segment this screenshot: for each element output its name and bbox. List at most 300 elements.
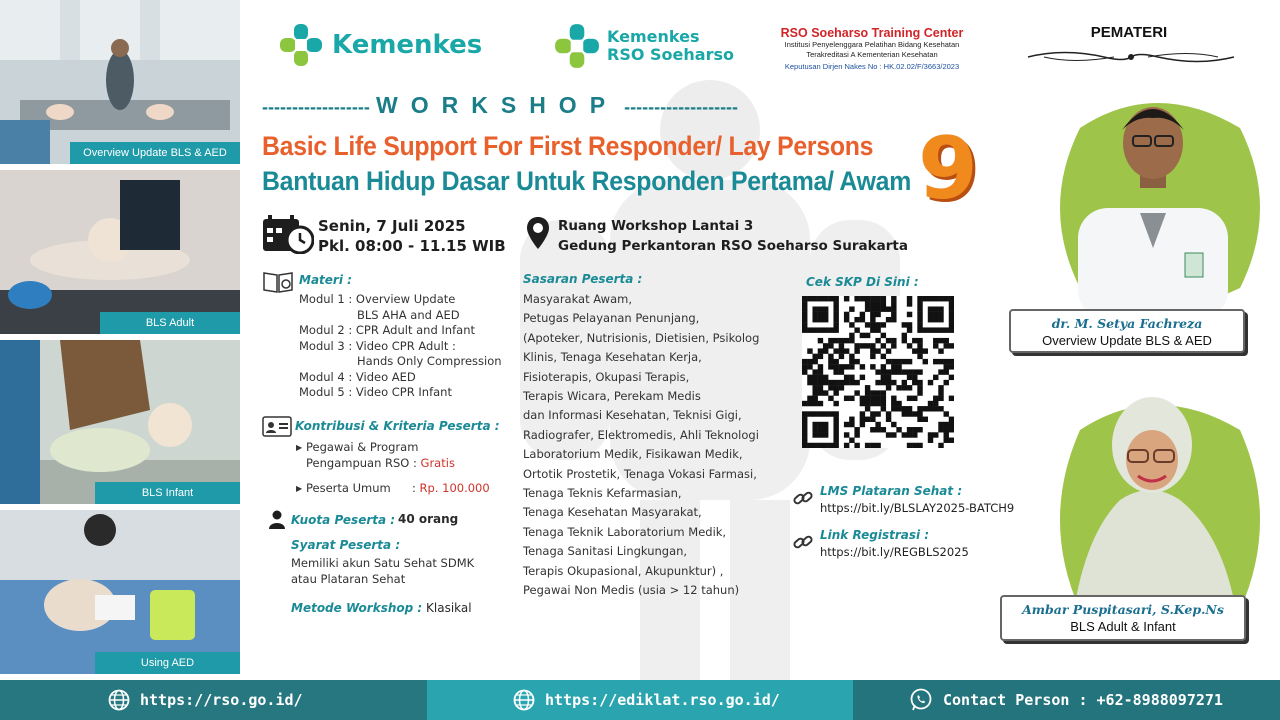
qr-module	[812, 296, 817, 301]
location-line2: Gedung Perkantoran RSO Soeharso Surakarta	[558, 238, 908, 254]
qr-module	[912, 427, 917, 432]
qr-module	[844, 348, 849, 353]
qr-module	[902, 338, 907, 343]
book-icon	[262, 270, 294, 294]
qr-module	[917, 380, 922, 385]
qr-module	[818, 296, 823, 301]
qr-module	[891, 432, 896, 437]
qr-module	[949, 417, 954, 422]
footer-website[interactable]	[0, 680, 427, 720]
qr-module	[833, 422, 838, 427]
kemenkes-logo	[278, 22, 482, 68]
qr-module	[849, 380, 854, 385]
qr-module	[938, 390, 943, 395]
qr-module	[891, 296, 896, 301]
qr-module	[923, 359, 928, 364]
bullet-arrow-icon: ▶	[296, 443, 303, 452]
qr-module	[875, 338, 880, 343]
qr-module	[860, 312, 865, 317]
qr-module	[949, 301, 954, 306]
qr-module	[844, 317, 849, 322]
qr-module	[828, 396, 833, 401]
footer-website-text[interactable]: https://rso.go.id/	[140, 691, 303, 709]
qr-module	[933, 312, 938, 317]
qr-module	[944, 380, 949, 385]
qr-module	[923, 406, 928, 411]
qr-module	[938, 317, 943, 322]
sasaran-line: Pegawai Non Medis (usia > 12 tahun)	[523, 583, 740, 598]
qr-module	[844, 338, 849, 343]
kuota-label: Kuota Peserta :	[291, 513, 396, 527]
qr-module	[823, 348, 828, 353]
qr-module	[933, 401, 938, 406]
qr-module	[849, 396, 854, 401]
qr-module	[875, 327, 880, 332]
qr-module	[896, 359, 901, 364]
qr-module	[938, 327, 943, 332]
location-block	[558, 216, 908, 256]
qr-module	[881, 306, 886, 311]
footer-contact[interactable]	[853, 680, 1280, 720]
qr-module	[870, 364, 875, 369]
qr-module	[865, 443, 870, 448]
qr-module	[818, 380, 823, 385]
qr-module	[944, 427, 949, 432]
qr-module	[907, 375, 912, 380]
qr-module	[923, 327, 928, 332]
qr-module	[944, 364, 949, 369]
workshop-dashes-left: ------------------	[262, 97, 370, 117]
photo-caption: Using AED	[95, 652, 240, 674]
kontribusi-item-umum	[296, 481, 490, 497]
qr-module	[870, 417, 875, 422]
qr-module	[854, 390, 859, 395]
qr-module	[812, 390, 817, 395]
qr-module	[896, 385, 901, 390]
qr-module	[839, 385, 844, 390]
materi-line: BLS AHA and AED	[357, 307, 460, 322]
qr-module	[949, 438, 954, 443]
qr-module	[944, 422, 949, 427]
qr-module	[944, 438, 949, 443]
qr-module	[802, 443, 807, 448]
qr-module	[891, 343, 896, 348]
qr-module	[865, 333, 870, 338]
qr-module	[902, 380, 907, 385]
qr-module	[812, 385, 817, 390]
lms-link-row[interactable]	[792, 484, 1014, 515]
qr-module	[907, 432, 912, 437]
qr-module	[933, 359, 938, 364]
qr-module	[828, 411, 833, 416]
qr-module	[807, 396, 812, 401]
qr-module	[933, 306, 938, 311]
qr-module	[828, 354, 833, 359]
kemenkes-rso-line2: RSO Soeharso	[607, 45, 734, 64]
qr-module	[938, 427, 943, 432]
qr-module	[818, 411, 823, 416]
kemenkes-rso-line1: Kemenkes	[607, 27, 700, 46]
qr-module	[881, 390, 886, 395]
qr-module	[818, 369, 823, 374]
qr-module	[802, 296, 807, 301]
qr-module	[949, 375, 954, 380]
qr-module	[802, 359, 807, 364]
qr-module	[833, 427, 838, 432]
qr-module	[812, 380, 817, 385]
speaker-name: dr. M. Setya Fachreza	[1051, 316, 1203, 331]
qr-module	[917, 312, 922, 317]
qr-module	[844, 422, 849, 427]
qr-module	[844, 364, 849, 369]
qr-module	[891, 317, 896, 322]
sasaran-line: Tenaga Teknik Laboratorium Medik,	[523, 524, 727, 539]
qr-module	[875, 322, 880, 327]
lms-label: LMS Plataran Sehat :	[820, 484, 963, 498]
qr-module	[912, 338, 917, 343]
qr-module	[818, 385, 823, 390]
qr-module	[833, 322, 838, 327]
qr-module	[933, 317, 938, 322]
qr-module	[860, 333, 865, 338]
qr-module	[812, 375, 817, 380]
qr-module	[833, 417, 838, 422]
qr-module	[933, 296, 938, 301]
photo-bls-infant	[0, 340, 240, 504]
schedule-block	[318, 216, 506, 256]
qr-module	[860, 343, 865, 348]
qr-module	[860, 401, 865, 406]
qr-module	[875, 396, 880, 401]
qr-module	[928, 306, 933, 311]
qr-module	[923, 417, 928, 422]
kemenkes-rso-wordmark	[607, 28, 734, 64]
training-center-logo	[772, 26, 972, 71]
qr-module	[928, 296, 933, 301]
qr-module	[823, 317, 828, 322]
qr-module	[870, 327, 875, 332]
qr-module	[802, 317, 807, 322]
qr-module	[949, 296, 954, 301]
speaker-photo-1	[1040, 88, 1272, 320]
qr-module	[928, 401, 933, 406]
qr-module	[944, 343, 949, 348]
qr-module	[949, 312, 954, 317]
qr-module	[828, 296, 833, 301]
qr-module	[818, 401, 823, 406]
qr-module	[823, 427, 828, 432]
photo-caption: BLS Infant	[95, 482, 240, 504]
qr-module	[912, 411, 917, 416]
qr-module	[949, 327, 954, 332]
qr-module	[854, 296, 859, 301]
qr-module	[917, 343, 922, 348]
qr-module	[844, 296, 849, 301]
person-icon	[268, 510, 286, 530]
qr-module	[818, 338, 823, 343]
pemateri-title: PEMATERI	[1090, 24, 1168, 41]
qr-module	[833, 401, 838, 406]
id-card-icon	[262, 414, 292, 438]
qr-module	[823, 312, 828, 317]
qr-module	[844, 375, 849, 380]
kontribusi-list	[296, 440, 490, 497]
qr-module	[833, 317, 838, 322]
qr-module	[807, 375, 812, 380]
materi-list	[299, 292, 502, 401]
speaker-card-1	[1009, 309, 1245, 353]
qr-module	[917, 390, 922, 395]
qr-module	[891, 338, 896, 343]
qr-module	[870, 306, 875, 311]
qr-module	[870, 301, 875, 306]
qr-module	[870, 348, 875, 353]
qr-module	[807, 348, 812, 353]
qr-module	[891, 312, 896, 317]
qr-module	[849, 338, 854, 343]
qr-module	[944, 369, 949, 374]
qr-module	[907, 312, 912, 317]
syarat-title: Syarat Peserta :	[291, 538, 401, 552]
qr-module	[870, 354, 875, 359]
qr-module	[912, 348, 917, 353]
qr-module	[917, 301, 922, 306]
qr-module	[807, 401, 812, 406]
photo-column	[0, 0, 240, 680]
kemenkes-wordmark: Kemenkes	[332, 30, 483, 60]
qr-module	[907, 427, 912, 432]
qr-module	[944, 338, 949, 343]
qr-module	[949, 427, 954, 432]
qr-module	[917, 369, 922, 374]
qr-module	[886, 348, 891, 353]
qr-module	[802, 322, 807, 327]
qr-module	[938, 369, 943, 374]
qr-module	[912, 396, 917, 401]
qr-module	[949, 359, 954, 364]
qr-module	[875, 306, 880, 311]
qr-module	[865, 301, 870, 306]
qr-module	[823, 411, 828, 416]
qr-module	[812, 312, 817, 317]
qr-module	[896, 364, 901, 369]
qr-module	[870, 312, 875, 317]
qr-module	[854, 443, 859, 448]
qr-module	[886, 317, 891, 322]
qr-module	[870, 390, 875, 395]
qr-module	[896, 369, 901, 374]
qr-module	[818, 354, 823, 359]
qr-module	[870, 322, 875, 327]
qr-module	[938, 406, 943, 411]
qr-module	[881, 380, 886, 385]
qr-module	[938, 306, 943, 311]
qr-module	[865, 401, 870, 406]
qr-module	[812, 396, 817, 401]
photo-bls-adult-image	[0, 170, 240, 334]
qr-module	[949, 306, 954, 311]
qr-module	[849, 322, 854, 327]
kuota-value: 40 orang	[398, 512, 459, 526]
qr-module	[833, 380, 838, 385]
qr-module	[844, 396, 849, 401]
qr-module	[917, 443, 922, 448]
sasaran-title: Sasaran Peserta :	[523, 272, 643, 286]
qr-module	[949, 422, 954, 427]
kontribusi-item2-label: Peserta Umum	[306, 481, 391, 495]
qr-module	[839, 343, 844, 348]
qr-module	[923, 348, 928, 353]
qr-module	[933, 338, 938, 343]
registration-link-row[interactable]	[792, 528, 969, 559]
qr-module	[828, 385, 833, 390]
qr-module	[881, 406, 886, 411]
qr-module	[870, 443, 875, 448]
qr-module	[854, 348, 859, 353]
qr-module	[849, 333, 854, 338]
qr-module	[818, 317, 823, 322]
qr-module	[881, 369, 886, 374]
qr-module	[802, 306, 807, 311]
photo-using-aed	[0, 510, 240, 674]
workshop-dashes-right: -------------------	[624, 97, 739, 117]
qr-module	[833, 348, 838, 353]
qr-module	[807, 443, 812, 448]
qr-module	[823, 327, 828, 332]
qr-module	[896, 401, 901, 406]
qr-module	[818, 443, 823, 448]
qr-module	[865, 417, 870, 422]
qr-module	[907, 301, 912, 306]
qr-module	[812, 443, 817, 448]
qr-module	[818, 375, 823, 380]
qr-module	[818, 306, 823, 311]
qr-module	[902, 369, 907, 374]
qr-module	[812, 354, 817, 359]
sasaran-line: Fisioterapis, Okupasi Terapis,	[523, 369, 690, 384]
qr-module	[802, 417, 807, 422]
qr-module	[828, 359, 833, 364]
qr-module	[828, 338, 833, 343]
kontribusi-item1-value: Gratis	[420, 455, 455, 470]
whatsapp-icon	[909, 688, 933, 712]
qr-module	[907, 396, 912, 401]
qr-module	[818, 390, 823, 395]
qr-module	[812, 401, 817, 406]
qr-module	[818, 348, 823, 353]
qr-module	[865, 396, 870, 401]
qr-module	[849, 354, 854, 359]
qr-module	[907, 327, 912, 332]
qr-module	[928, 317, 933, 322]
qr-module	[886, 338, 891, 343]
qr-module	[802, 364, 807, 369]
lms-url[interactable]: https://bit.ly/BLSLAY2025-BATCH9	[820, 501, 1015, 515]
training-center-title: RSO Soeharso Training Center	[780, 26, 964, 40]
qr-module	[823, 306, 828, 311]
qr-module	[812, 432, 817, 437]
qr-module	[902, 333, 907, 338]
sasaran-line: Klinis, Tenaga Kesehatan Kerja,	[523, 350, 702, 365]
sasaran-line: Ortotik Prostetik, Tenaga Vokasi Farmasi,	[523, 466, 757, 481]
qr-module	[881, 343, 886, 348]
qr-module	[907, 385, 912, 390]
kemenkes-emblem-icon	[278, 22, 324, 68]
qr-module	[818, 364, 823, 369]
qr-module	[928, 312, 933, 317]
qr-module	[854, 427, 859, 432]
qr-module	[949, 317, 954, 322]
materi-title: Materi :	[299, 273, 352, 287]
qr-module	[833, 296, 838, 301]
photo-caption: BLS Adult	[100, 312, 240, 334]
footer-ediklat-text[interactable]: https://ediklat.rso.go.id/	[545, 691, 780, 709]
qr-module	[802, 369, 807, 374]
qr-module	[917, 427, 922, 432]
qr-module	[854, 432, 859, 437]
metode-row	[291, 601, 472, 615]
qr-module	[870, 427, 875, 432]
training-center-sub1: Institusi Penyelenggara Pelatihan Bidang Kesehatan	[784, 40, 960, 49]
qr-module	[870, 396, 875, 401]
syarat-line1: Memiliki akun Satu Sehat SDMK	[291, 556, 475, 570]
qr-module	[875, 348, 880, 353]
qr-module	[812, 369, 817, 374]
kontribusi-item2-sep: :	[412, 481, 416, 495]
qr-module	[902, 359, 907, 364]
batch-number: 9	[918, 119, 978, 219]
qr-module	[839, 364, 844, 369]
sasaran-line: Tenaga Sanitasi Lingkungan,	[523, 544, 688, 559]
qr-module	[928, 438, 933, 443]
qr-module	[875, 390, 880, 395]
speaker-role: BLS Adult & Infant	[1070, 619, 1176, 634]
footer-ediklat[interactable]	[427, 680, 853, 720]
qr-module	[949, 343, 954, 348]
title-english: Basic Life Support For First Responder/ Lay Persons	[262, 131, 874, 161]
qr-module	[860, 396, 865, 401]
qr-module	[938, 396, 943, 401]
kontribusi-title: Kontribusi & Kriteria Peserta :	[295, 419, 500, 433]
qr-module	[891, 364, 896, 369]
qr-module	[839, 380, 844, 385]
qr-module	[875, 422, 880, 427]
sasaran-line: Tenaga Kesehatan Masyarakat,	[523, 505, 702, 520]
qr-module	[833, 443, 838, 448]
qr-module	[938, 359, 943, 364]
qr-module	[844, 380, 849, 385]
qr-module	[907, 296, 912, 301]
calendar-clock-icon	[262, 214, 314, 254]
qr-module	[886, 359, 891, 364]
qr-module	[802, 327, 807, 332]
qr-module	[907, 322, 912, 327]
registration-url[interactable]: https://bit.ly/REGBLS2025	[820, 545, 969, 559]
title-indonesian: Bantuan Hidup Dasar Untuk Responden Pertama/ Awam	[262, 166, 912, 196]
qr-module	[812, 411, 817, 416]
qr-module	[823, 296, 828, 301]
qr-module	[823, 375, 828, 380]
sasaran-line: Terapis Wicara, Perekam Medis	[523, 389, 701, 404]
qr-module	[849, 364, 854, 369]
materi-line: Modul 1 : Overview Update	[299, 292, 456, 306]
qr-module	[875, 411, 880, 416]
qr-code[interactable]	[802, 296, 954, 448]
footer-contact-text[interactable]: Contact Person : +62-8988097271	[943, 691, 1223, 709]
qr-module	[933, 406, 938, 411]
qr-module	[849, 417, 854, 422]
qr-module	[896, 406, 901, 411]
